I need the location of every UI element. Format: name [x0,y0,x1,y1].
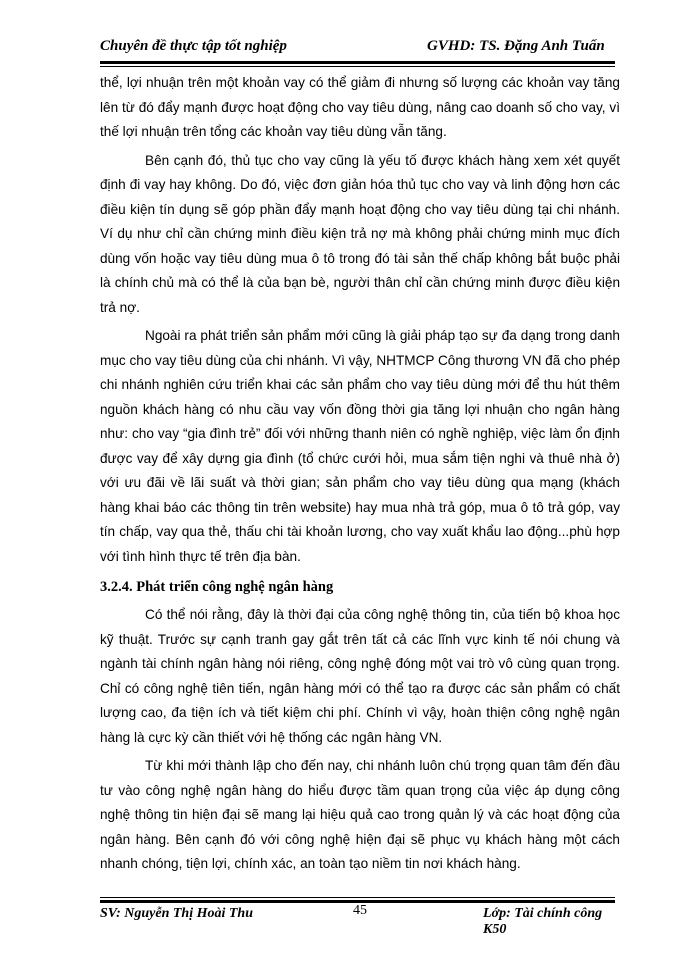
header-title: Chuyên đề thực tập tốt nghiệp [100,38,287,54]
paragraph-3: Ngoài ra phát triển sản phẩm mới cũng là giải pháp tạo sự đa dạng trong danh mục cho vay tiêu dùng của chi nhánh. Vì vậy, NHTMCP Công thương VN đã cho phép chi nhánh nghiên cứu triển khai các sản phẩm cho vay tiêu dùng mới để thu hút thêm nguồn khách hàng có nhu cầu vay vốn đồng thời gia tăng lợi nhuận cho ngân hàng như: cho vay “gia đình trẻ” đối với những thanh niên có nghề nghiệp, việc làm ổn định được vay để xây dựng gia đình (tổ chức cưới hỏi, mua sắm tiện nghi và thuê nhà ở) với ưu đãi về lãi suất và thời gian; sản phẩm cho vay tiêu dùng qua mạng (khách hàng khai báo các thông tin trên website) hay mua nhà trả góp, mua ô tô trả góp, vay tín chấp, vay qua thẻ, thấu chi tài khoản lương, cho vay xuất khẩu lao động...phù hợp với tình hình thực tế trên địa bàn. [100,328,621,564]
page-number: 45 [353,903,367,918]
paragraph-2: Bên cạnh đó, thủ tục cho vay cũng là yếu tố được khách hàng xem xét quyết định đi vay hay không. Do đó, việc đơn giản hóa thủ tục cho vay và linh động hơn các điều kiện tín dụng sẽ góp phần đẩy mạnh hoạt động cho vay tiêu dùng tại chi nhánh. Ví dụ như chỉ cần chứng minh điều kiện trả nợ mà không phải chứng minh mục đích dùng vốn hoặc vay tiêu dùng mua ô tô trong đó tài sản thế chấp không bắt buộc phải là chính chủ mà có thể là của bạn bè, người thân chỉ cần chứng minh được điều kiện trả nợ. [100,152,620,315]
paragraph-4: Có thể nói rằng, đây là thời đại của công nghệ thông tin, của tiến bộ khoa học kỹ thuật. Trước sự cạnh tranh gay gắt trên tất cả các lĩnh vực kinh tế nói chung và ngành tài chính ngân hàng nói riêng, công nghệ đóng một vai trò vô cùng quan trọng. Chỉ có công nghệ tiên tiến, ngân hàng mới có thể tạo ra được các sản phẩm có chất lượng cao, đa tiện ích và tiết kiệm chi phí. Chính vì vậy, hoàn thiện công nghệ ngân hàng là cực kỳ cần thiết với hệ thống các ngân hàng VN. [100,607,620,745]
page-header [100,30,615,58]
section-heading: 3.2.4. Phát triển công nghệ ngân hàng [100,579,334,595]
footer-class: Lớp: Tài chính công K50 [483,906,603,937]
footer-student: SV: Nguyễn Thị Hoài Thu [100,906,253,921]
footer-rule-thin [100,897,615,898]
page-content [100,71,620,877]
header-rule-thick [100,61,615,64]
header-rule-thin [100,66,615,67]
header-supervisor: GVHD: TS. Đặng Anh Tuấn [427,38,605,54]
page-footer [100,903,615,937]
paragraph-5: Từ khi mới thành lập cho đến nay, chi nhánh luôn chú trọng quan tâm đến đầu tư vào công nghệ ngân hàng do hiểu được tầm quan trọng của việc áp dụng công nghệ thông tin hiện đại sẽ mang lại hiệu quả cao trong quản lý và các hoạt động của ngân hàng. Bên cạnh đó với công nghệ hiện đại sẽ phục vụ khách hàng một cách nhanh chóng, tiện lợi, chính xác, an toàn tạo niềm tin nơi khách hàng. [100,758,620,871]
paragraph-1: thể, lợi nhuận trên một khoản vay có thể giảm đi nhưng số lượng các khoản vay tăng lên từ đó đẩy mạnh được hoạt động cho vay tiêu dùng, nâng cao doanh số cho vay, vì thế lợi nhuận trên tổng các khoản vay tiêu dùng vẫn tăng. [100,75,620,139]
